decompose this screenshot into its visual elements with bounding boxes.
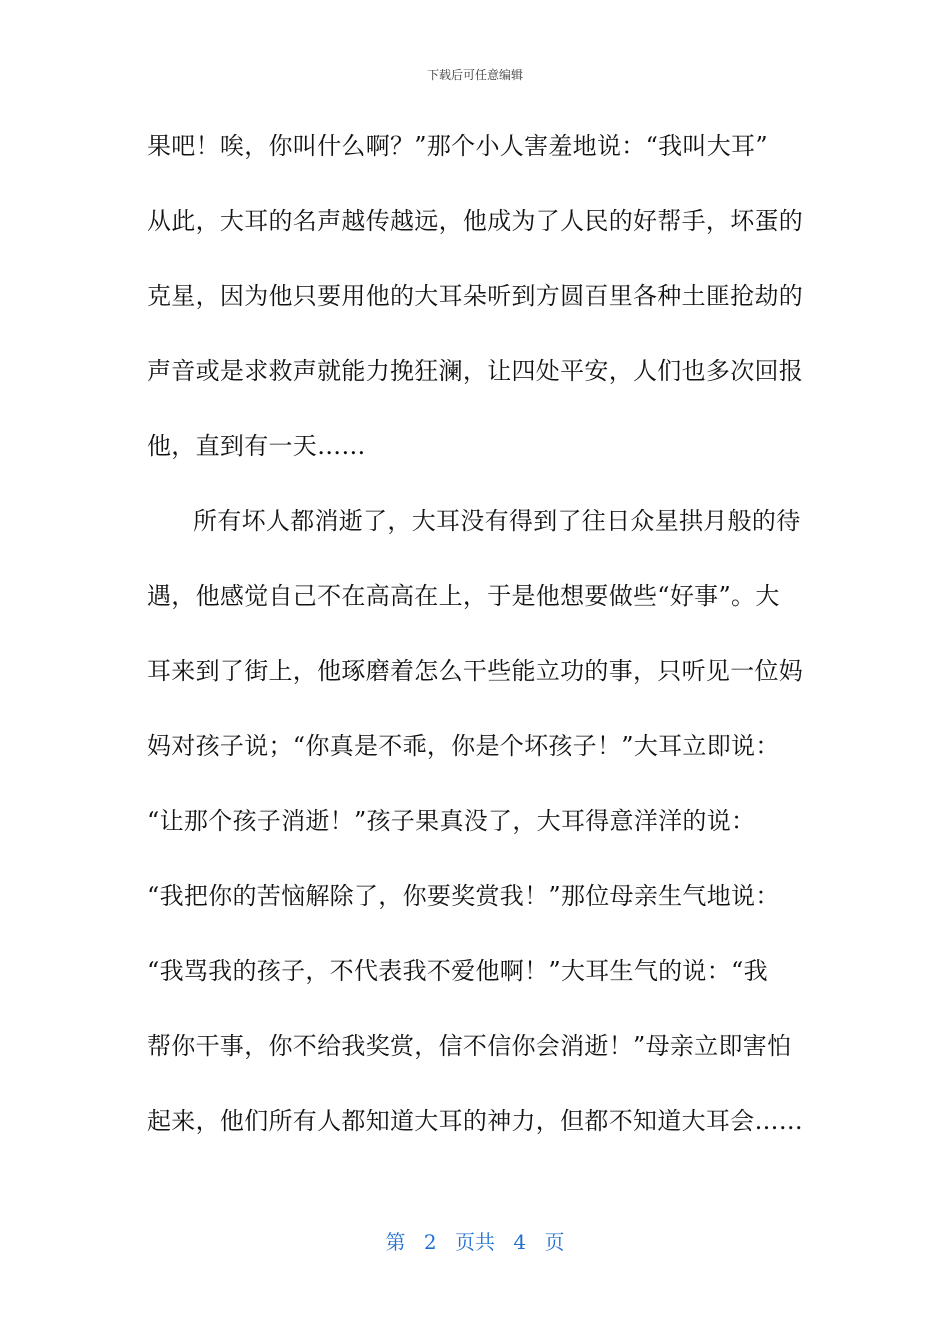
text-line: 妈对孩子说；“你真是不乖，你是个坏孩子！”大耳立即说： [147, 732, 780, 760]
current-page-number: 2 [423, 1230, 437, 1254]
text-line: 声音或是求救声就能力挽狂澜，让四处平安，人们也多次回报 [147, 357, 804, 385]
text-line: 果吧！唉，你叫什么啊？”那个小人害羞地说：“我叫大耳” [147, 132, 768, 160]
text-line: 帮你干事，你不给我奖赏，信不信你会消逝！”母亲立即害怕 [147, 1032, 792, 1060]
text-line: 耳来到了街上，他琢磨着怎么干些能立功的事，只听见一位妈 [147, 657, 804, 685]
text-line-indented: 所有坏人都消逝了，大耳没有得到了往日众星拱月般的待 [193, 507, 801, 535]
document-body [147, 122, 804, 1172]
page-footer [0, 1226, 950, 1255]
page-header: 下载后可任意编辑 [426, 68, 523, 82]
footer-middle: 页共 [455, 1230, 495, 1254]
text-line: 从此，大耳的名声越传越远，他成为了人民的好帮手，坏蛋的 [147, 207, 804, 235]
text-line: 克星，因为他只要用他的大耳朵听到方圆百里各种土匪抢劫的 [147, 282, 804, 310]
footer-prefix: 第 [385, 1230, 406, 1254]
text-line: 遇，他感觉自己不在高高在上，于是他想要做些“好事”。大 [147, 582, 780, 610]
footer-suffix: 页 [544, 1230, 565, 1254]
text-line: “让那个孩子消逝！”孩子果真没了，大耳得意洋洋的说： [147, 807, 756, 835]
text-line: 起来，他们所有人都知道大耳的神力，但都不知道大耳会…… [147, 1107, 804, 1135]
text-line: 他，直到有一天…… [147, 432, 366, 460]
text-line: “我把你的苦恼解除了，你要奖赏我！”那位母亲生气地说： [147, 882, 780, 910]
text-line: “我骂我的孩子，不代表我不爱他啊！”大耳生气的说：“我 [147, 957, 768, 985]
total-pages-number: 4 [513, 1230, 527, 1254]
